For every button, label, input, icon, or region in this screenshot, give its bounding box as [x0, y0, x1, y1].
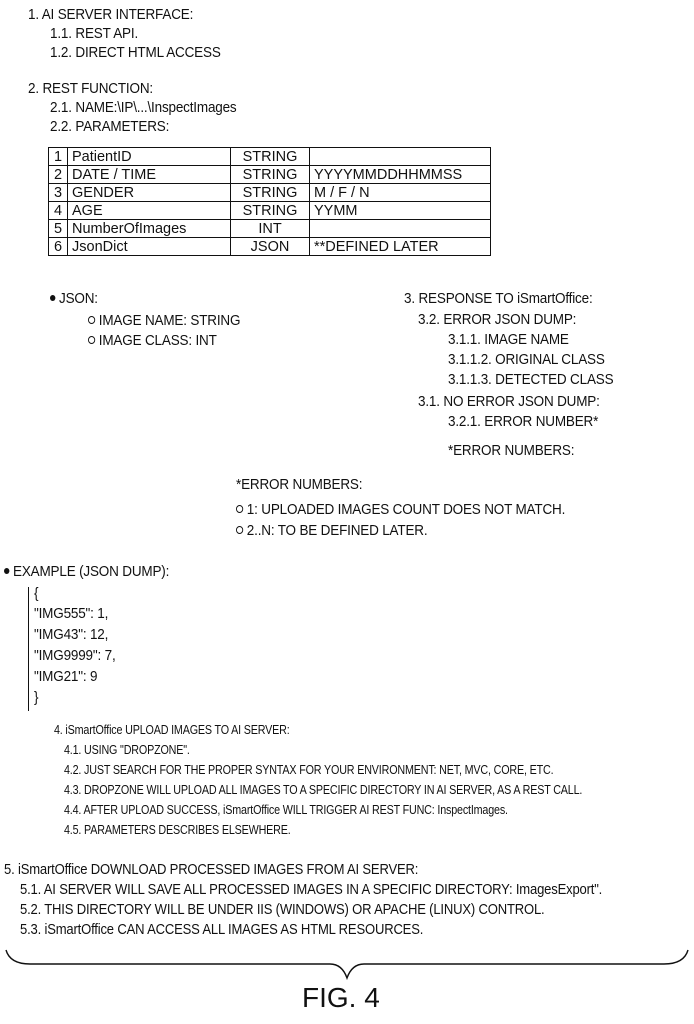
param-name: PatientID [68, 148, 231, 166]
grouping-brace [0, 946, 694, 982]
row-number: 1 [49, 148, 68, 166]
example-title: EXAMPLE (JSON DUMP): [4, 563, 169, 580]
figure-label: FIG. 4 [302, 982, 380, 1013]
param-name: NumberOfImages [68, 220, 231, 238]
section1-title: 1. AI SERVER INTERFACE: [28, 6, 194, 23]
param-name: JsonDict [68, 238, 231, 256]
param-format [310, 220, 491, 238]
section5-item: 5.1. AI SERVER WILL SAVE ALL PROCESSED IMAGES IN A SPECIFIC DIRECTORY: ImagesExport". [20, 882, 603, 898]
param-type: STRING [231, 148, 310, 166]
error-number-item: 2..N: TO BE DEFINED LATER. [236, 522, 427, 539]
section3-title: 3. RESPONSE TO iSmartOffice: [404, 290, 593, 307]
row-number: 3 [49, 184, 68, 202]
code-line: "IMG43": 12, [34, 626, 109, 643]
section3-line: 3.1.1.2. ORIGINAL CLASS [448, 351, 605, 368]
section5-title: 5. iSmartOffice DOWNLOAD PROCESSED IMAGES FROM AI SERVER: [4, 862, 419, 878]
section1-item: 1.2. DIRECT HTML ACCESS [50, 44, 221, 61]
row-number: 6 [49, 238, 68, 256]
section3-line: 3.2.1. ERROR NUMBER* [448, 413, 599, 430]
error-numbers-title: *ERROR NUMBERS: [236, 476, 363, 493]
section3-line: 3.1.1.3. DETECTED CLASS [448, 371, 614, 388]
code-line: "IMG555": 1, [34, 605, 109, 622]
section4-item: 4.4. AFTER UPLOAD SUCCESS, iSmartOffice WILL TRIGGER AI REST FUNC: InspectImages. [64, 803, 508, 817]
param-type: STRING [231, 166, 310, 184]
section4-item: 4.3. DROPZONE WILL UPLOAD ALL IMAGES TO A SPECIFIC DIRECTORY IN AI SERVER, AS A REST CALL. [64, 783, 583, 797]
row-number: 5 [49, 220, 68, 238]
section2-title: 2. REST FUNCTION: [28, 80, 153, 97]
param-type: STRING [231, 202, 310, 220]
section4-item: 4.2. JUST SEARCH FOR THE PROPER SYNTAX FOR YOUR ENVIRONMENT: NET, MVC, CORE, ETC. [64, 763, 554, 777]
json-item: IMAGE NAME: STRING [88, 312, 240, 329]
code-line: "IMG21": 9 [34, 668, 98, 685]
code-line: { [34, 585, 39, 602]
table-row [49, 148, 491, 166]
code-line: } [34, 689, 39, 706]
table-row [49, 238, 491, 256]
section4-title: 4. iSmartOffice UPLOAD IMAGES TO AI SERVER: [54, 723, 290, 737]
error-number-item: 1: UPLOADED IMAGES COUNT DOES NOT MATCH. [236, 501, 565, 518]
param-format: YYMM [310, 202, 491, 220]
section4-item: 4.5. PARAMETERS DESCRIBES ELSEWHERE. [64, 823, 291, 837]
table-row [49, 166, 491, 184]
param-name: AGE [68, 202, 231, 220]
param-name: DATE / TIME [68, 166, 231, 184]
json-title: JSON: [50, 290, 98, 307]
table-row [49, 202, 491, 220]
param-type: JSON [231, 238, 310, 256]
json-item: IMAGE CLASS: INT [88, 332, 217, 349]
param-format: **DEFINED LATER [310, 238, 491, 256]
param-format: YYYYMMDDHHMMSS [310, 166, 491, 184]
code-line: "IMG9999": 7, [34, 647, 116, 664]
param-format [310, 148, 491, 166]
section3-line: *ERROR NUMBERS: [448, 442, 575, 459]
parameters-table [48, 147, 491, 256]
section4-item: 4.1. USING "DROPZONE". [64, 743, 190, 757]
code-block-bar [28, 587, 29, 711]
section3-line: 3.1.1. IMAGE NAME [448, 331, 569, 348]
param-format: M / F / N [310, 184, 491, 202]
param-name: GENDER [68, 184, 231, 202]
section2-item: 2.2. PARAMETERS: [50, 118, 170, 135]
section2-item: 2.1. NAME:\IP\...\InspectImages [50, 99, 237, 116]
param-type: STRING [231, 184, 310, 202]
section3-line: 3.1. NO ERROR JSON DUMP: [418, 393, 600, 410]
table-row [49, 220, 491, 238]
section1-item: 1.1. REST API. [50, 25, 139, 42]
section3-line: 3.2. ERROR JSON DUMP: [418, 311, 577, 328]
row-number: 2 [49, 166, 68, 184]
table-row [49, 184, 491, 202]
section5-item: 5.2. THIS DIRECTORY WILL BE UNDER IIS (WINDOWS) OR APACHE (LINUX) CONTROL. [20, 902, 545, 918]
row-number: 4 [49, 202, 68, 220]
section5-item: 5.3. iSmartOffice CAN ACCESS ALL IMAGES AS HTML RESOURCES. [20, 922, 424, 938]
param-type: INT [231, 220, 310, 238]
